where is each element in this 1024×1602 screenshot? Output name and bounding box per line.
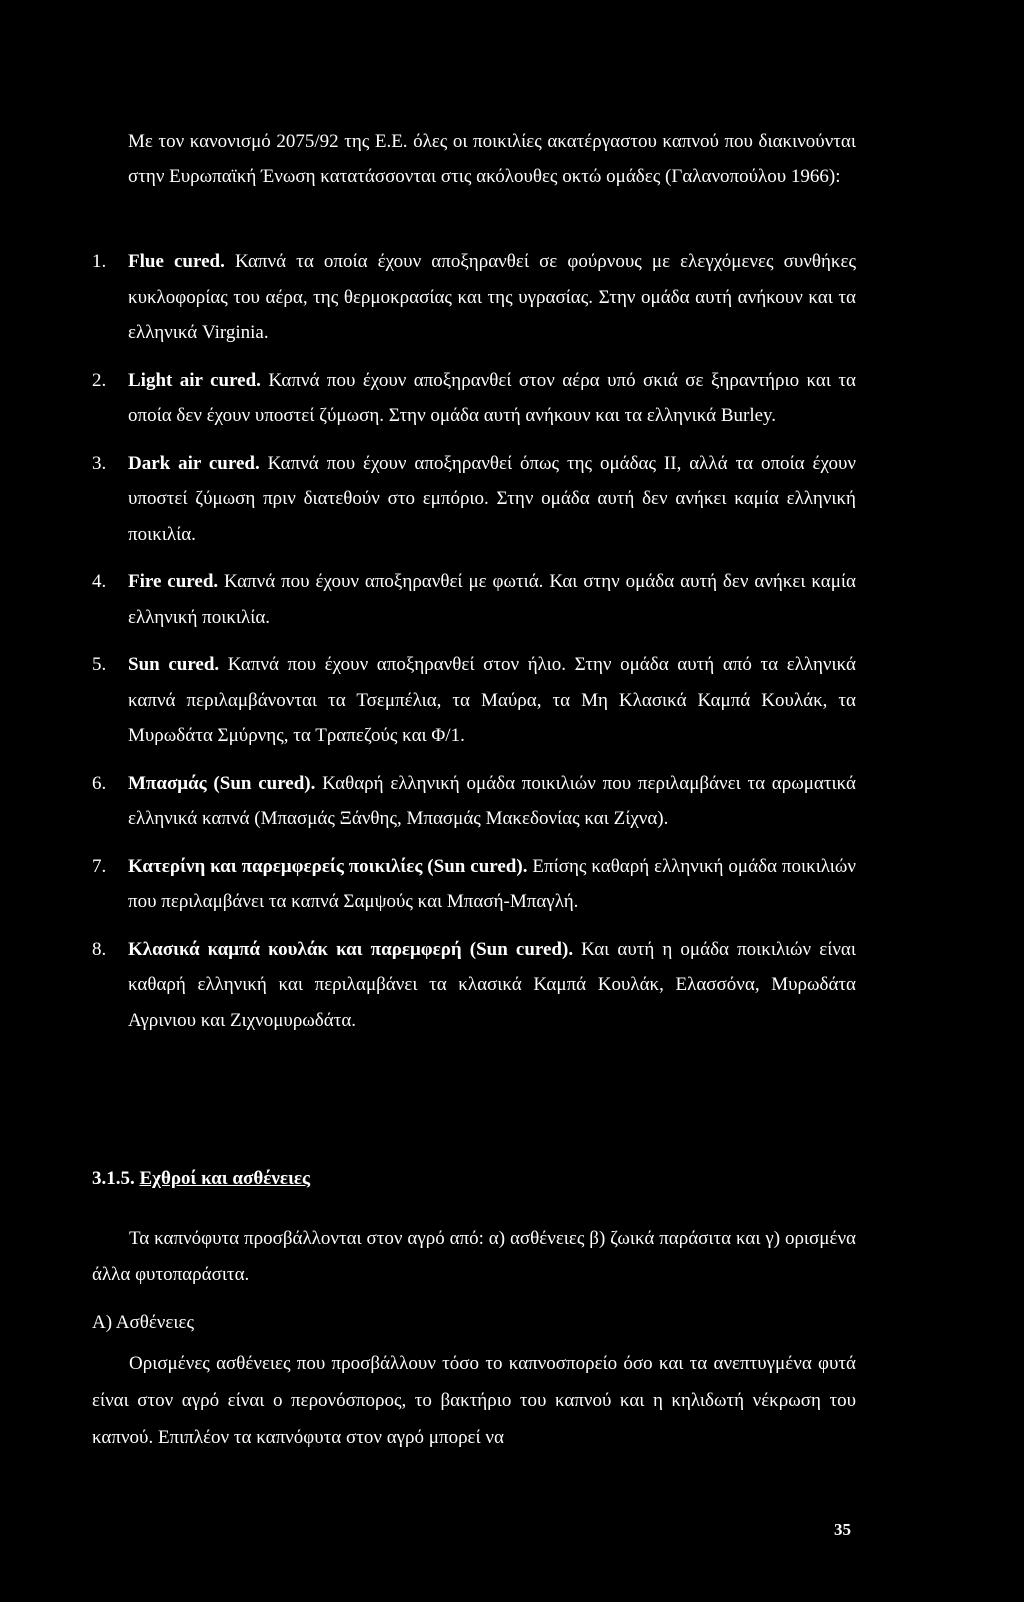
list-item-term: Sun cured.	[128, 654, 220, 675]
list-item-number: 3.	[92, 452, 107, 474]
page-number: 35	[834, 1520, 851, 1539]
list-item-text: Επίσης καθαρή ελληνική ομάδα ποικιλιών που περιλαμβάνει τα καπνά Σαμψούς και Μπασή-Μπαγλή.	[128, 855, 856, 912]
list-item-term: Fire cured.	[128, 571, 219, 592]
list-item	[92, 363, 856, 434]
list-item	[92, 647, 856, 754]
section-heading	[92, 1162, 310, 1196]
list-item-number: 2.	[92, 369, 107, 391]
diseases-intro-paragraph: Τα καπνόφυτα προσβάλλονται στον αγρό από: α) ασθένειες β) ζωικά παράσιτα και γ) ορισμένα άλλα φυτοπαράσιτα.	[92, 1228, 856, 1285]
list-item-text: Καπνά που έχουν αποξηρανθεί με φωτιά. Και στην ομάδα αυτή δεν ανήκει καμία ελληνική ποικιλία.	[128, 571, 856, 628]
list-item-text: Καθαρή ελληνική ομάδα ποικιλιών που περιλαμβάνει τα αρωματικά ελληνικά καπνά (Μπασμάς Ξάνθης, Μπασμάς Μακεδονίας και Ζίχνα).	[128, 772, 857, 829]
list-item-term: Μπασμάς (Sun cured).	[128, 772, 316, 794]
list-item-number: 7.	[92, 855, 107, 877]
list-item-term: Κλασικά καμπά κουλάκ και παρεμφερή (Sun cured).	[128, 938, 574, 960]
list-item-number: 6.	[92, 772, 107, 794]
tobacco-groups-list	[92, 244, 856, 1050]
diseases-paragraph: Ορισμένες ασθένειες που προσβάλλουν τόσο το καπνοσπορείο όσο και τα ανεπτυγμένα φυτά είναι στον αγρό είναι ο περονόσπορος, το βακτήριο του καπνού και η κηλιδωτή νέκρωση του καπνού. Επιπλέον τα καπνόφυτα στον αγρό μπορεί να	[92, 1353, 856, 1448]
list-item-number: 5.	[92, 654, 107, 675]
list-item-text: Καπνά που έχουν αποξηρανθεί στον αέρα υπό σκιά σε ξηραντήριο και τα οποία δεν έχουν υποστεί ζύμωση. Στην ομάδα αυτή ανήκουν και τα ελληνικά Burley.	[128, 369, 856, 426]
intro-paragraph: Με τον κανονισμό 2075/92 της Ε.Ε. όλες οι ποικιλίες ακατέργαστου καπνού που διακινούνται στην Ευρωπαϊκή Ένωση κατατάσσονται στις ακόλουθες οκτώ ομάδες (Γαλανοπούλου 1966):	[128, 131, 856, 187]
list-item	[92, 446, 856, 553]
list-item	[92, 849, 856, 920]
list-item-number: 4.	[92, 571, 107, 592]
subheading-diseases: Α) Ασθένειες	[92, 1312, 194, 1333]
list-item-text: Καπνά που έχουν αποξηρανθεί όπως της ομάδας II, αλλά τα οποία έχουν υποστεί ζύμωση πριν διατεθούν στο εμπόριο. Στην ομάδα αυτή δεν ανήκει καμία ελληνική ποικιλία.	[128, 452, 856, 545]
list-item-term: Flue cured.	[128, 251, 225, 272]
section-title: Εχθροί και ασθένειες	[139, 1168, 311, 1189]
list-item	[92, 564, 856, 635]
list-item-text: Καπνά τα οποία έχουν αποξηρανθεί σε φούρνους με ελεγχόμενες συνθήκες κυκλοφορίας του αέρα, της θερμοκρασίας και της υγρασίας. Στην ομάδα αυτή ανήκουν και τα ελληνικά Virginia.	[128, 251, 856, 343]
list-item-term: Dark air cured.	[128, 452, 260, 474]
list-item-number: 8.	[92, 938, 107, 960]
section-number: 3.1.5.	[92, 1168, 135, 1189]
list-item	[92, 244, 856, 351]
list-item-number: 1.	[92, 251, 107, 272]
list-item-text: Και αυτή η ομάδα ποικιλιών είναι καθαρή ελληνική και περιλαμβάνει τα κλασικά Καμπά Κουλάκ, Ελασσόνα, Μυρωδάτα Αγρινιου και Ζιχνομυρωδάτα.	[128, 938, 856, 1031]
list-item-term: Light air cured.	[128, 369, 261, 391]
list-item-text: Καπνά που έχουν αποξηρανθεί στον ήλιο. Στην ομάδα αυτή από τα ελληνικά καπνά περιλαμβάνονται τα Τσεμπέλια, τα Μαύρα, τα Μη Κλασικά Καμπά Κουλάκ, τα Μυρωδάτα Σμύρνης, τα Τραπεζούς και Φ/1.	[128, 654, 856, 746]
list-item	[92, 766, 856, 837]
list-item	[92, 932, 856, 1039]
list-item-term: Κατερίνη και παρεμφερείς ποικιλίες (Sun cured).	[128, 855, 528, 877]
